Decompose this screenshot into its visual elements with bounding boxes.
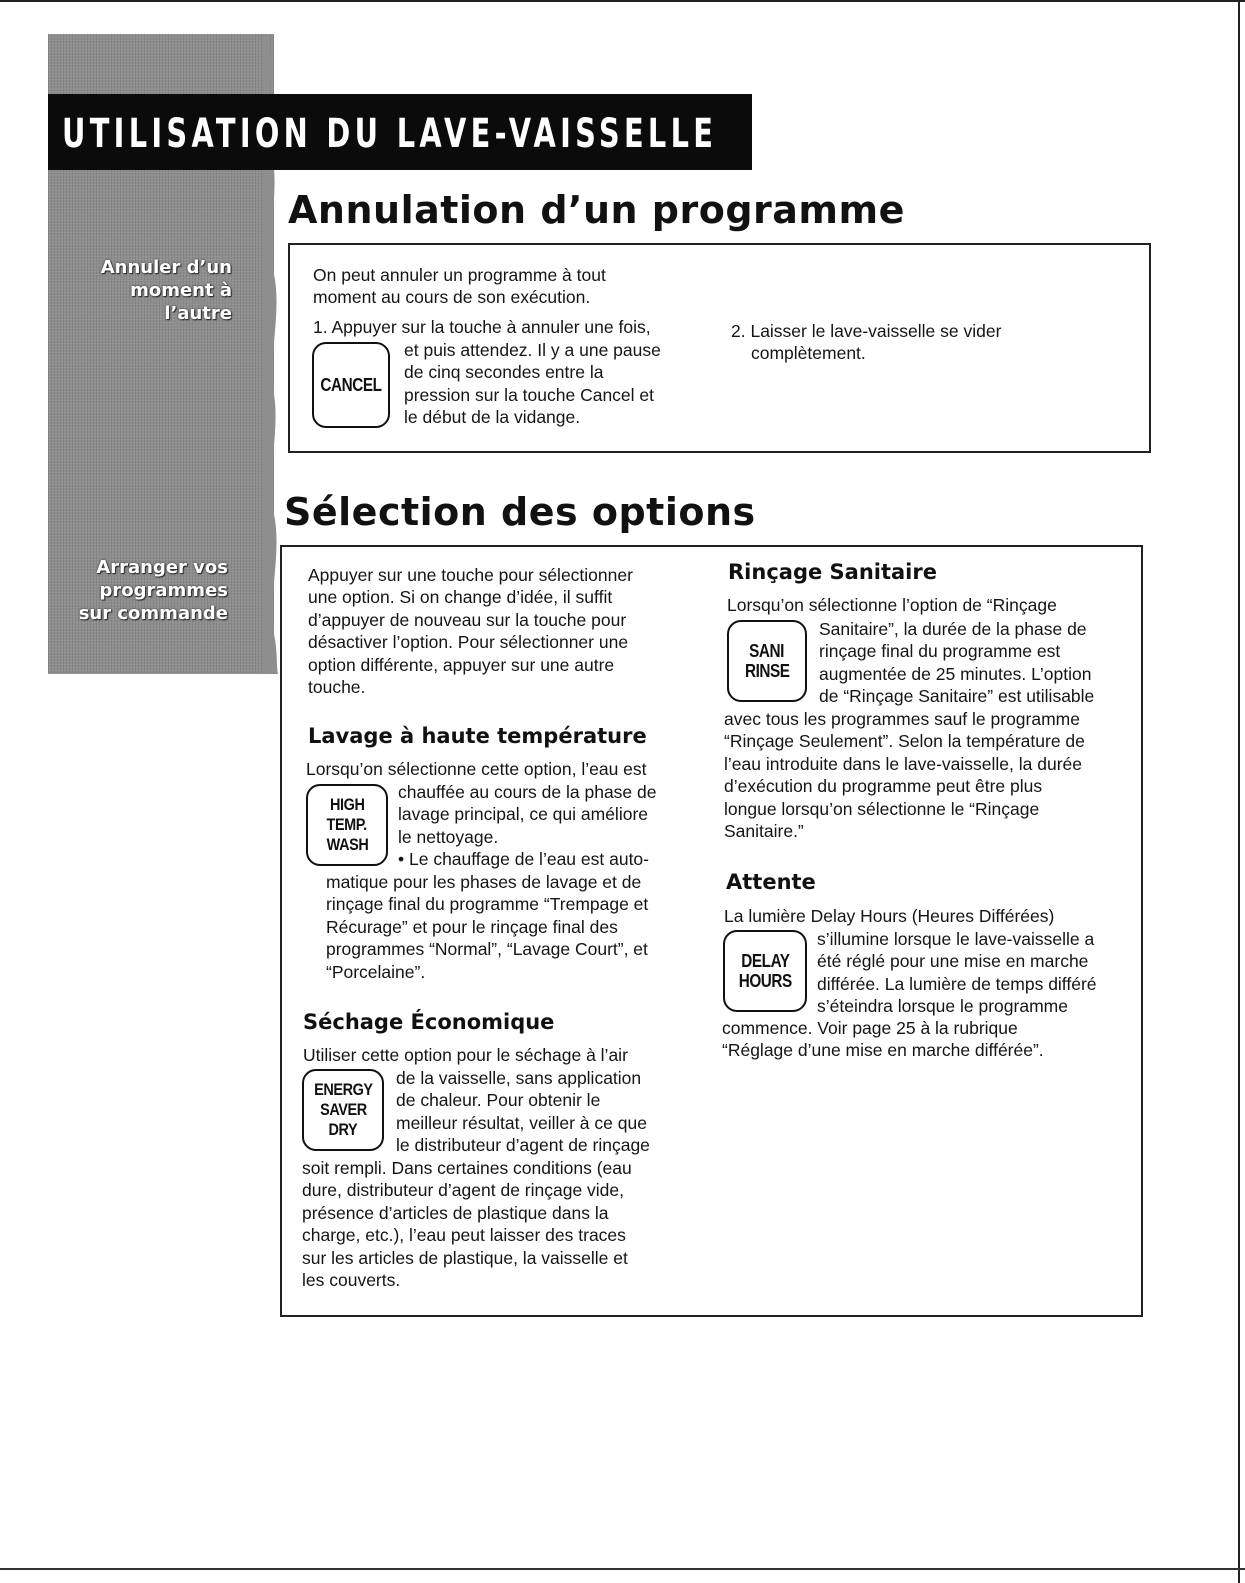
key-label: SAVER xyxy=(319,1100,367,1119)
high-temp-body-cont xyxy=(326,871,648,983)
sidebar-label-line: Arranger vos xyxy=(96,557,228,578)
text-line: chauffée au cours de la phase de xyxy=(398,782,657,802)
text-line: de chaleur. Pour obtenir le xyxy=(396,1090,601,1111)
text-line: rinçage final du programme est xyxy=(819,641,1061,662)
cancel-step-2 xyxy=(731,320,1111,365)
key-label: WASH xyxy=(326,835,368,854)
key-label: HIGH xyxy=(329,795,365,814)
text-line: commence. Voir page 25 à la rubrique xyxy=(722,1018,1018,1038)
cancel-step-1-body xyxy=(404,339,704,429)
text-line: sur les articles de plastique, la vaisselle et xyxy=(302,1247,628,1268)
text-line: de la vaisselle, sans application xyxy=(396,1068,642,1088)
sani-rinse-body-cont xyxy=(724,708,1085,842)
text-line: dure, distributeur d’agent de rinçage vide, xyxy=(302,1180,625,1201)
text-line: charge, etc.), l’eau peut laisser des traces xyxy=(302,1225,626,1246)
text-line: augmentée de 25 minutes. L’option xyxy=(819,663,1092,684)
text-line: programmes “Normal”, “Lavage Court”, et xyxy=(326,939,648,960)
text-line: l’eau introduite dans le lave-vaisselle, la durée xyxy=(724,753,1082,774)
sani-rinse-lead: Lorsqu’on sélectionne l’option de “Rinçage xyxy=(727,595,1057,615)
text-line: le début de la vidange. xyxy=(404,407,581,428)
text-line: “Porcelaine”. xyxy=(326,961,426,982)
high-temp-wash-key-icon xyxy=(306,784,388,866)
cancel-intro xyxy=(313,264,693,309)
text-line: été réglé pour une mise en marche xyxy=(817,951,1089,972)
text-line: le distributeur d’agent de rinçage xyxy=(396,1135,650,1156)
section-title-cancel: Annulation d’un programme xyxy=(288,188,905,232)
delay-body-cont xyxy=(722,1017,1044,1062)
text-line: les couverts. xyxy=(302,1270,401,1291)
text-line: avec tous les programmes sauf le programme xyxy=(724,709,1080,729)
key-label: DRY xyxy=(328,1120,358,1139)
sidebar-label-line: l’autre xyxy=(164,303,232,324)
text-line: “Réglage d’une mise en marche différée”. xyxy=(722,1040,1044,1061)
text-line: complètement. xyxy=(751,343,866,364)
text-line: soit rempli. Dans certaines conditions (eau xyxy=(302,1158,632,1178)
delay-hours-key-icon xyxy=(723,930,807,1012)
text-line: de cinq secondes entre la xyxy=(404,362,604,383)
text-line: matique pour les phases de lavage et de xyxy=(326,872,642,892)
sidebar-label-line: programmes xyxy=(99,580,228,601)
energy-saver-lead: Utiliser cette option pour le séchage à l’air xyxy=(303,1045,628,1065)
key-label: TEMP. xyxy=(326,815,368,834)
key-label: ENERGY xyxy=(313,1080,373,1099)
text-line: et puis attendez. Il y a une pause xyxy=(404,340,661,360)
sidebar-label-line: moment à xyxy=(130,280,232,301)
page-edge-top xyxy=(0,0,1245,2)
text-line: Appuyer sur une touche pour sélectionner xyxy=(308,565,633,585)
text-line: “Rinçage Seulement”. Selon la température de xyxy=(724,731,1085,752)
energy-saver-body-cont xyxy=(302,1157,632,1291)
key-label: HOURS xyxy=(738,971,792,991)
text-line: Récurage” et pour le rinçage final des xyxy=(326,916,618,937)
delay-body xyxy=(817,928,1097,1018)
page-title: UTILISATION DU LAVE-VAISSELLE xyxy=(62,111,718,157)
text-line: s’illumine lorsque le lave-vaisselle a xyxy=(817,929,1095,949)
high-temp-body xyxy=(398,781,656,871)
heading-sani-rinse: Rinçage Sanitaire xyxy=(728,560,937,584)
key-label: CANCEL xyxy=(320,375,382,395)
text-line: touche. xyxy=(308,677,366,698)
text-line: • Le chauffage de l’eau est auto- xyxy=(398,849,649,870)
text-line: rinçage final du programme “Trempage et xyxy=(326,894,649,915)
text-line: différée. La lumière de temps différé xyxy=(817,973,1097,994)
sani-rinse-key-icon xyxy=(727,620,807,702)
sidebar-label-cancel xyxy=(60,256,232,325)
text-line: s’éteindra lorsque le programme xyxy=(817,996,1068,1017)
text-line: On peut annuler un programme à tout xyxy=(313,265,606,285)
energy-saver-body xyxy=(396,1067,650,1157)
delay-lead: La lumière Delay Hours (Heures Différées) xyxy=(724,906,1055,926)
key-label: RINSE xyxy=(744,661,790,681)
text-line: le nettoyage. xyxy=(398,826,499,847)
text-line: désactiver l’option. Pour sélectionner une xyxy=(308,632,629,653)
text-line: pression sur la touche Cancel et xyxy=(404,384,654,405)
text-line: 2. Laisser le lave-vaisselle se vider xyxy=(731,321,1002,341)
sidebar-label-options xyxy=(56,556,228,625)
text-line: Sanitaire”, la durée de la phase de xyxy=(819,619,1087,639)
text-line: moment au cours de son exécution. xyxy=(313,287,591,308)
energy-saver-dry-key-icon xyxy=(302,1069,384,1151)
cancel-step-1-lead: 1. Appuyer sur la touche à annuler une fois, xyxy=(313,317,651,337)
heading-delay: Attente xyxy=(726,870,816,894)
text-line: Sanitaire.” xyxy=(724,821,804,842)
text-line: présence d’articles de plastique dans la xyxy=(302,1202,609,1223)
text-line: longue lorsqu’on sélectionne le “Rinçage xyxy=(724,798,1040,819)
sani-rinse-body xyxy=(819,618,1094,708)
high-temp-lead: Lorsqu’on sélectionne cette option, l’eau est xyxy=(306,759,647,779)
sidebar-label-line: Annuler d’un xyxy=(100,257,232,278)
key-label: DELAY xyxy=(740,951,790,971)
options-intro xyxy=(308,564,708,698)
text-line: d’appuyer de nouveau sur la touche pour xyxy=(308,609,627,630)
text-line: de “Rinçage Sanitaire” est utilisable xyxy=(819,686,1095,707)
heading-high-temp-wash: Lavage à haute température xyxy=(308,724,647,748)
sidebar-label-line: sur commande xyxy=(78,603,228,624)
section-title-options: Sélection des options xyxy=(284,490,756,534)
page-edge-right xyxy=(1238,0,1240,1583)
page-edge-bottom xyxy=(0,1568,1245,1570)
text-line: d’exécution du programme peut être plus xyxy=(724,776,1043,797)
text-line: une option. Si on change d’idée, il suffit xyxy=(308,587,613,608)
text-line: meilleur résultat, veiller à ce que xyxy=(396,1112,647,1133)
text-line: option différente, appuyer sur une autre xyxy=(308,654,615,675)
key-label: SANI xyxy=(749,641,785,661)
heading-energy-saver-dry: Séchage Économique xyxy=(303,1010,555,1034)
text-line: lavage principal, ce qui améliore xyxy=(398,804,648,825)
cancel-key-icon xyxy=(312,342,390,428)
